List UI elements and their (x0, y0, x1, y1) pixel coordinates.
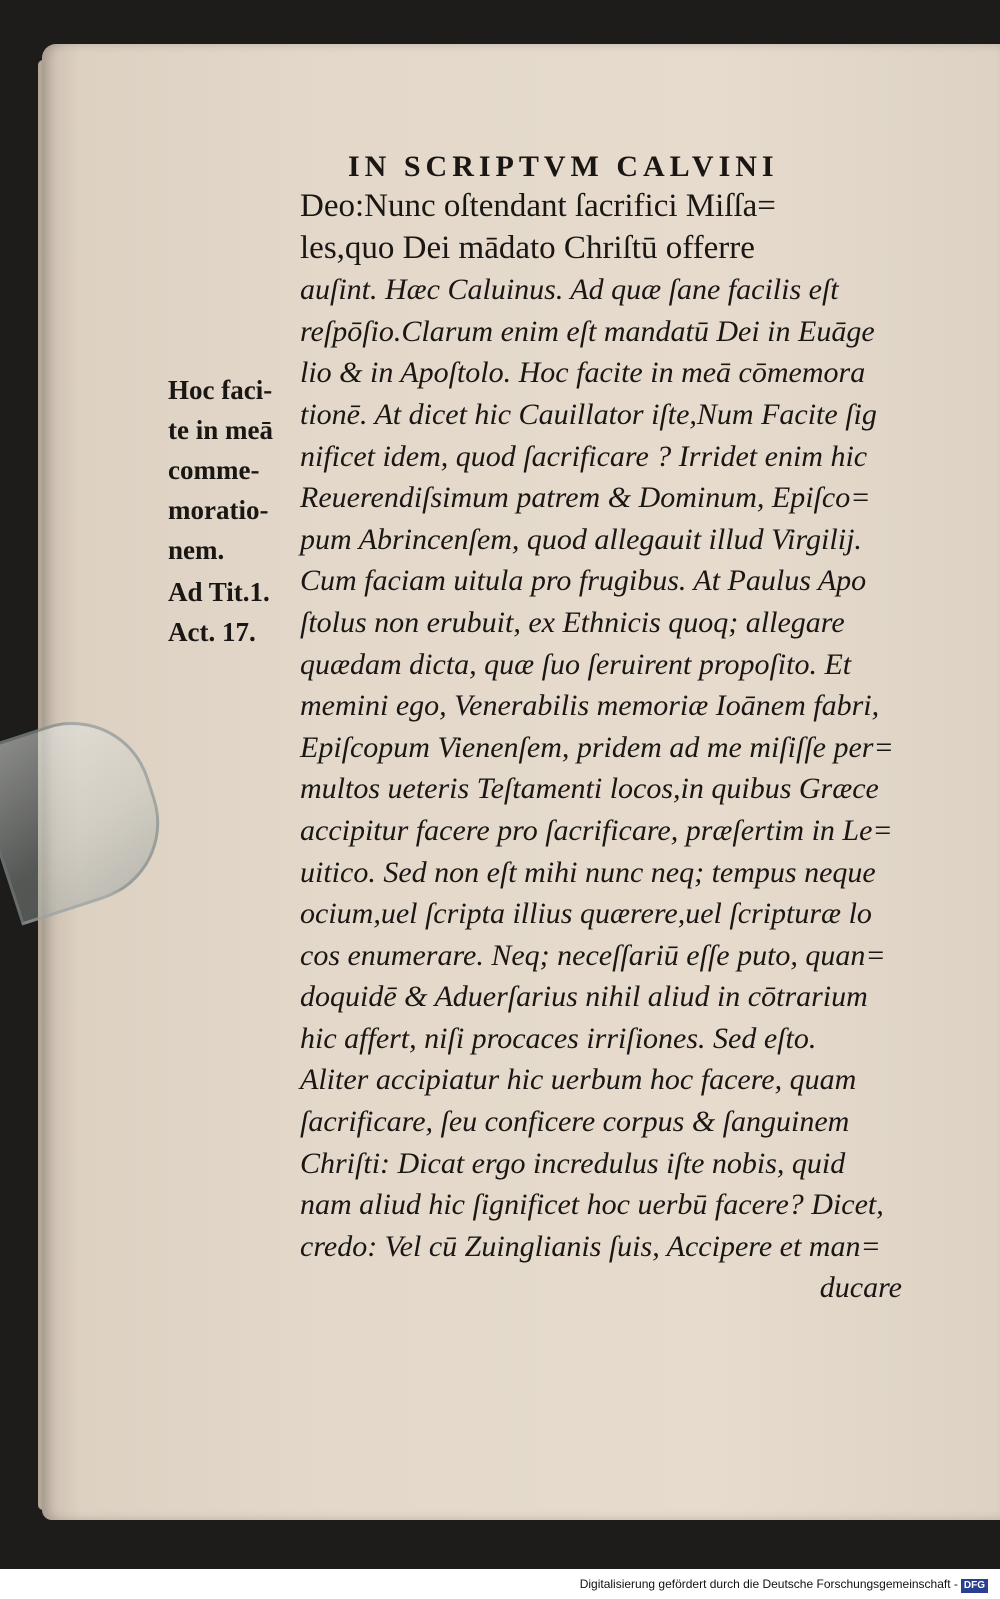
text-line: uitico. Sed non eſt mihi nunc neq; tempus neque (300, 855, 876, 889)
text-line: hic affert, niſi procaces irriſiones. Sed eſto. (300, 1021, 817, 1055)
text-line: tionē. At dicet hic Cauillator iſte,Num Facite ſig (300, 397, 877, 431)
text-line: Reuerendiſsimum patrem & Dominum, Epiſco= (300, 481, 871, 515)
text-line: Chriſti: Dicat ergo incredulus iſte nobis, quid (300, 1146, 846, 1180)
main-text (300, 186, 920, 1309)
margin-note: te in meā (168, 415, 273, 445)
text-line: doquidē & Aduerſarius nihil aliud in cōtrarium (300, 980, 868, 1014)
text-line: Aliter accipiatur hic uerbum hoc facere, quam (300, 1063, 857, 1097)
running-head: IN SCRIPTVM CALVINI (348, 150, 779, 183)
margin-note: Act. 17. (168, 617, 256, 647)
text-line: pum Abrincenſem, quod allegauit illud Virgilij. (300, 522, 862, 556)
text-line: lio & in Apoſtolo. Hoc facite in meā cōmemora (300, 356, 866, 390)
text-line: cos enumerare. Neq; neceſſariū eſſe puto, quan= (300, 938, 886, 972)
margin-notes (168, 370, 308, 652)
margin-note: moratio- (168, 495, 269, 525)
text-line: credo: Vel cū Zuinglianis ſuis, Accipere et man= (300, 1229, 881, 1263)
margin-note: comme- (168, 455, 260, 485)
text-line: nam aliud hic ſignificet hoc uerbū facere? Dicet, (300, 1188, 884, 1222)
funding-text: Digitalisierung gefördert durch die Deutsche Forschungsgemeinschaft - (579, 1577, 958, 1591)
text-line: memini ego, Venerabilis memoriæ Ioānem fabri, (300, 689, 880, 723)
text-line: ſacrificare, ſeu conficere corpus & ſanguinem (300, 1105, 850, 1139)
text-line: accipitur facere pro ſacrificare, præſertim in Le= (300, 813, 893, 847)
text-line: Epiſcopum Vienenſem, pridem ad me miſiſſe per= (300, 730, 894, 764)
text-line: Deo:Nunc oſtendant ſacrifici Miſſa= (300, 188, 776, 224)
text-line: les,quo Dei mādato Chriſtū offerre (300, 229, 755, 266)
text-line: Cum faciam uitula pro frugibus. At Paulus Apo (300, 564, 867, 598)
text-line: nificet idem, quod ſacrificare ? Irridet enim hic (300, 439, 868, 473)
funding-footer (576, 1573, 992, 1595)
text-line: auſint. Hæc Caluinus. Ad quæ ſane facilis eſt (300, 273, 839, 307)
text-line: quædam dicta, quæ ſuo ſeruirent propoſito. Et (300, 647, 852, 681)
text-line: reſpōſio.Clarum enim eſt mandatū Dei in Euāge (300, 314, 875, 348)
text-line: ocium,uel ſcripta illius quærere,uel ſcripturæ lo (300, 897, 872, 931)
margin-note: Hoc faci- (168, 375, 273, 405)
margin-note: nem. (168, 535, 225, 565)
catchword: ducare (819, 1271, 902, 1305)
text-line: ſtolus non erubuit, ex Ethnicis quoq; allegare (300, 605, 845, 639)
dfg-logo: DFG (961, 1579, 988, 1593)
margin-note: Ad Tit.1. (168, 577, 270, 607)
text-line: multos ueteris Teſtamenti locos,in quibus Græce (300, 772, 879, 806)
